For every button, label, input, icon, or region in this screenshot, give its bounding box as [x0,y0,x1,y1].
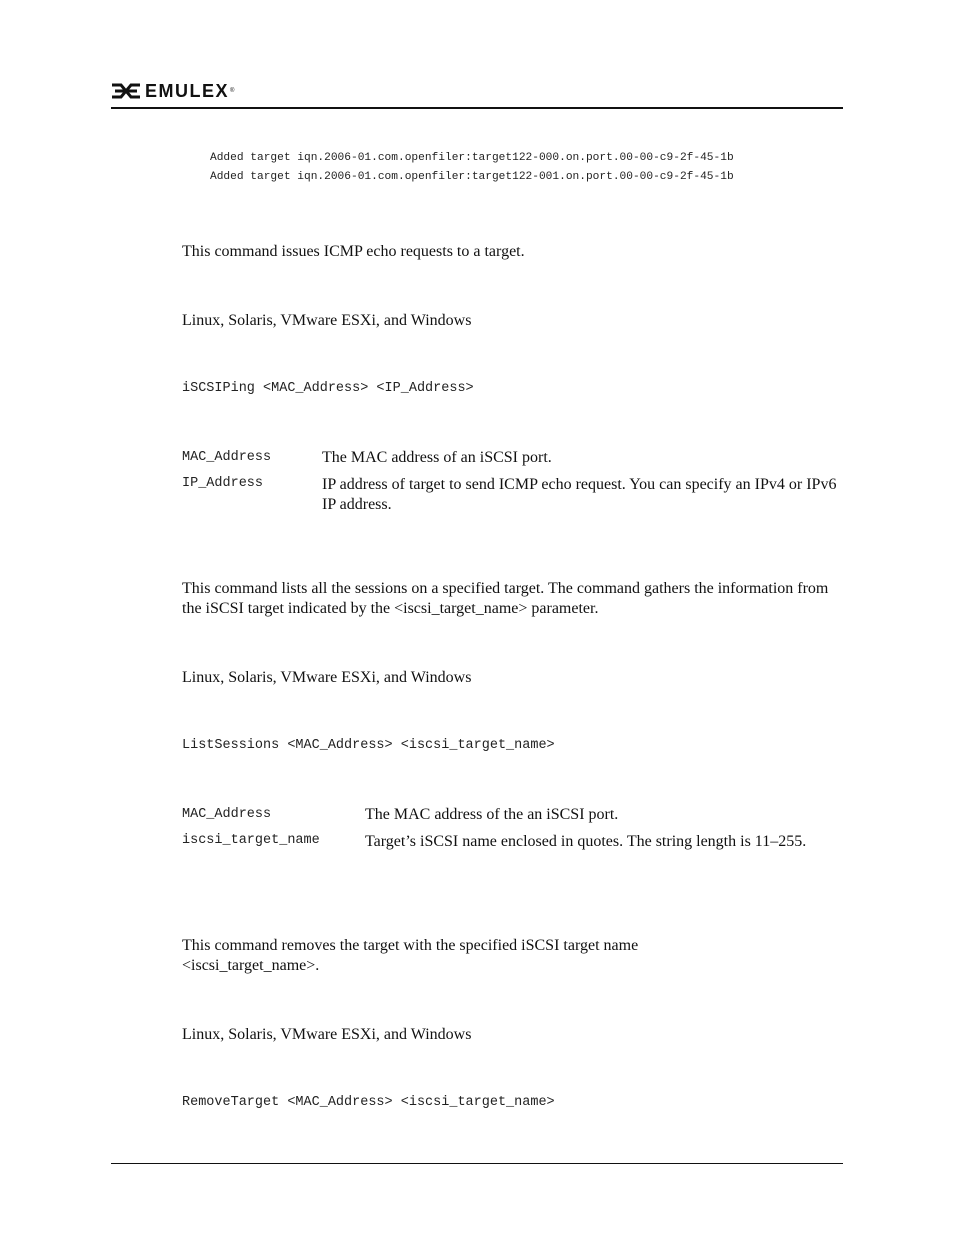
param-description: The MAC address of the an iSCSI port. [365,806,619,823]
listsessions-platforms: Linux, Solaris, VMware ESXi, and Windows [182,669,472,686]
param-name: MAC_Address [182,807,272,822]
iscsiping-description: This command issues ICMP echo requests to a target. [182,243,525,260]
param-description: The MAC address of an iSCSI port. [322,449,552,466]
code-output-line: Added target iqn.2006-01.com.openfiler:target122-000.on.port.00-00-c9-2f-45-1b [210,152,734,164]
iscsiping-platforms: Linux, Solaris, VMware ESXi, and Windows [182,312,472,329]
footer-rule [111,1163,843,1164]
removetarget-platforms: Linux, Solaris, VMware ESXi, and Windows [182,1026,472,1043]
trademark: ® [230,88,235,94]
header-rule [111,107,843,109]
emulex-logo-icon [111,83,141,99]
removetarget-syntax: RemoveTarget <MAC_Address> <iscsi_target_name> [182,1095,555,1110]
code-output-line: Added target iqn.2006-01.com.openfiler:target122-001.on.port.00-00-c9-2f-45-1b [210,171,734,183]
brand-name: EMULEX [145,81,230,101]
param-name: MAC_Address [182,450,272,465]
listsessions-description: This command lists all the sessions on a specified target. The command gathers the information from the iSCSI target indicated by the <iscsi_target_name> parameter. [182,580,829,617]
param-name: iscsi_target_name [182,833,320,848]
emulex-logo [111,80,234,102]
listsessions-syntax: ListSessions <MAC_Address> <iscsi_target_name> [182,738,555,753]
param-name: IP_Address [182,476,264,491]
param-description: IP address of target to send ICMP echo request. You can specify an IPv4 or IPv6 IP address. [322,476,837,513]
removetarget-description: This command removes the target with the specified iSCSI target name <iscsi_target_name>. [182,937,639,974]
iscsiping-syntax: iSCSIPing <MAC_Address> <IP_Address> [182,381,474,396]
param-description: Target’s iSCSI name enclosed in quotes. The string length is 11–255. [365,833,807,850]
